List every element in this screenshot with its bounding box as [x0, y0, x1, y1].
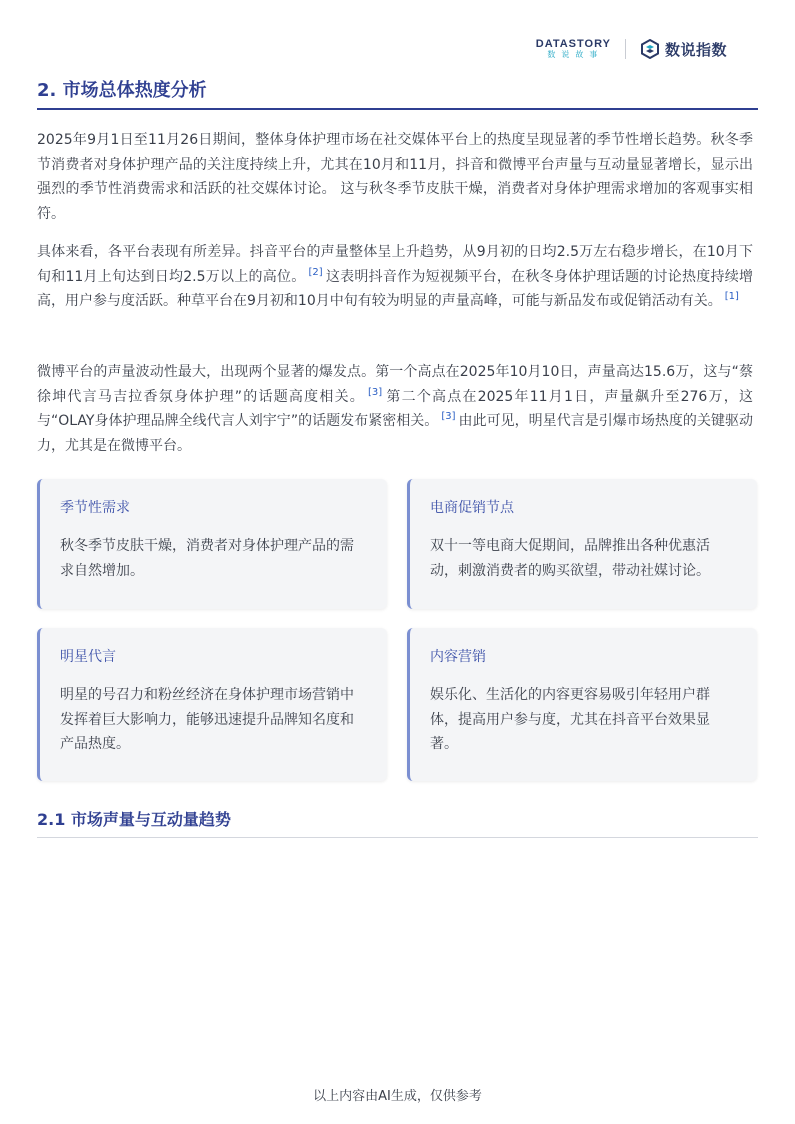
card-title: 明星代言 [60, 649, 116, 665]
paragraph-text: 微博平台的声量波动性最大，出现两个显著的爆发点。第一个高点在2025年10月10日，声量高达15.6万，这与“蔡徐坤代言马吉拉香氛身体护理”的话题高度相关。 [37, 364, 753, 405]
datastory-logo [536, 38, 611, 60]
paragraph-weibo [37, 360, 753, 458]
header-logos [536, 36, 727, 62]
paragraph-text: 第二个高点在2025年11月1日，声量飙升至276万，这与“OLAY身体护理品牌全线代言人刘宇宁”的话题发布紧密相关。 [37, 388, 753, 429]
driver-card-seasonal [37, 479, 387, 609]
section-title-underline [37, 108, 758, 110]
logo-divider [625, 39, 626, 59]
datastory-logo-subtitle: 数说故事 [547, 50, 604, 59]
paragraph-text: 这表明抖音作为短视频平台，在秋冬身体护理话题的讨论热度持续增高，用户参与度活跃。种草平台在9月初和10月中旬有较为明显的声量高峰，可能与新品发布或促销活动有关。 [37, 268, 753, 309]
subsection-title-underline [37, 837, 758, 838]
card-text: 秋冬季节皮肤干燥，消费者对身体护理产品的需求自然增加。 [60, 538, 354, 579]
driver-card-celebrity [37, 628, 387, 781]
card-text: 娱乐化、生活化的内容更容易吸引年轻用户群体，提高用户参与度，尤其在抖音平台效果显著。 [430, 687, 710, 752]
subsection-title: 2.1 市场声量与互动量趋势 [37, 810, 231, 829]
card-title: 电商促销节点 [430, 500, 514, 516]
section-title: 2. 市场总体热度分析 [37, 80, 207, 101]
ai-disclaimer: 以上内容由AI生成，仅供参考 [313, 1089, 482, 1104]
brand-logo [640, 39, 727, 60]
brand-logo-text: 数说指数 [664, 40, 727, 59]
driver-card-ecommerce [407, 479, 757, 609]
citation-link[interactable]: [1] [724, 291, 739, 303]
brand-logo-icon [640, 39, 660, 59]
paragraph-text: 由此可见，明星代言是引爆市场热度的关键驱动力，尤其是在微博平台。 [37, 413, 754, 454]
card-text: 双十一等电商大促期间，品牌推出各种优惠活动，刺激消费者的购买欲望，带动社媒讨论。 [430, 538, 710, 579]
driver-card-content [407, 628, 757, 781]
paragraph-overview: 2025年9月1日至11月26日期间，整体身体护理市场在社交媒体平台上的热度呈现显著的季节性增长趋势。秋冬季节消费者对身体护理产品的关注度持续上升，尤其在10月和11月，抖音和微博平台声量与互动量显著增长，显示出强烈的季节性消费需求和活跃的社交媒体讨论。 这与秋冬季节皮肤干燥，消费者对身体护理需求增加的客观事实相符。 [37, 132, 753, 222]
card-title: 内容营销 [430, 649, 486, 665]
card-title: 季节性需求 [60, 500, 130, 516]
paragraph-text: 具体来看，各平台表现有所差异。抖音平台的声量整体呈上升趋势，从9月初的日均2.5万左右稳步增长，在10月下旬和11月上旬达到日均2.5万以上的高位。 [37, 244, 753, 285]
card-text: 明星的号召力和粉丝经济在身体护理市场营销中发挥着巨大影响力，能够迅速提升品牌知名度和产品热度。 [60, 687, 354, 752]
citation-link[interactable]: [2] [308, 266, 323, 278]
citation-link[interactable]: [3] [368, 386, 383, 398]
citation-link[interactable]: [3] [441, 411, 456, 423]
datastory-logo-wordmark: DATASTORY [535, 38, 611, 50]
paragraph-platforms [37, 240, 753, 314]
